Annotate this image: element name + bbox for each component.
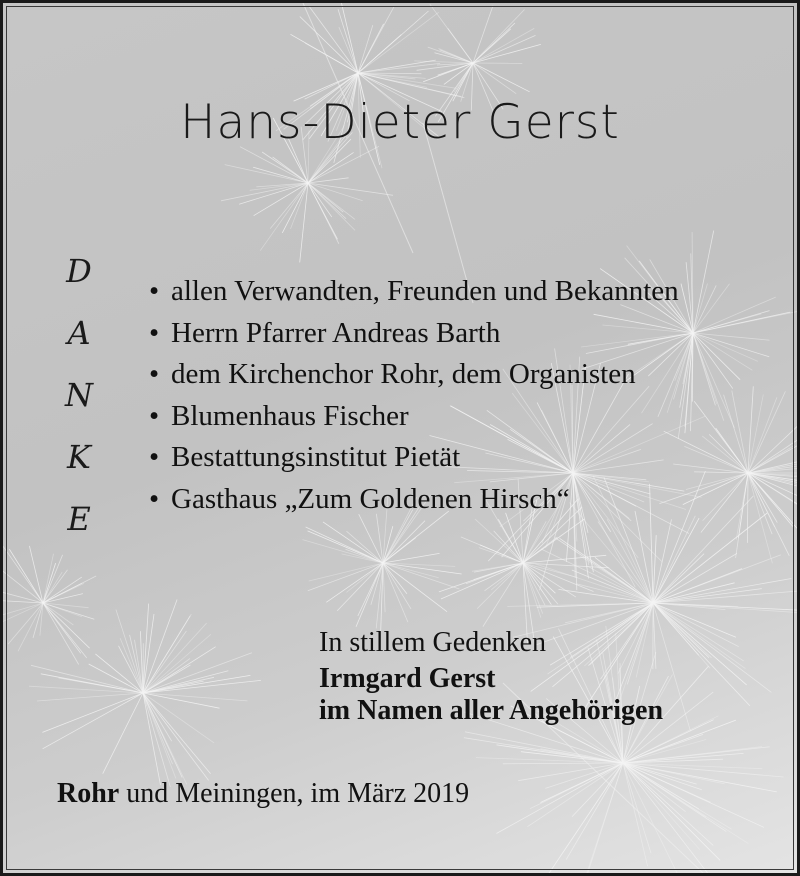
list-item-text: allen Verwandten, Freunden und Bekannten [171,275,679,307]
bullet: • [149,441,160,474]
bullet: • [149,399,160,432]
place-town: Rohr [57,778,120,809]
bullet: • [149,316,160,349]
thanks-list [149,271,679,521]
dandelion-seed-icon [29,600,261,787]
list-item [149,271,679,313]
list-item [149,437,679,479]
list-item [149,354,679,396]
remembrance-intro: In stillem Gedenken [319,627,547,658]
signatory-name: Irmgard Gerst [319,663,496,694]
list-item [149,396,679,438]
list-item [149,313,679,355]
signatory-family: im Namen aller Angehörigen [319,695,664,726]
dandelion-seed-icon [3,546,96,665]
list-item-text: Gasthaus „Zum Goldenen Hirsch“ [171,482,570,515]
place-rest: und Meiningen, im März 2019 [119,778,470,809]
place-date [57,778,469,810]
list-item-text: Herrn Pfarrer Andreas Barth [171,316,501,349]
danke-letter: E [67,500,91,538]
danke-letter: A [67,314,91,352]
danke-vertical-word [59,251,99,561]
danke-letter: K [67,438,91,476]
danke-letter: N [65,376,93,414]
danke-letter: D [66,252,92,290]
bullet: • [149,358,160,391]
deceased-name: Hans-Dieter Gerst [180,95,620,150]
bullet: • [149,275,160,307]
list-item [149,479,679,521]
list-item-text: Bestattungsinstitut Pietät [171,441,461,474]
bullet: • [149,482,160,515]
list-item-text: Blumenhaus Fischer [171,399,409,432]
remembrance-block [319,623,663,727]
list-item-text: dem Kirchenchor Rohr, dem Organisten [171,358,636,391]
